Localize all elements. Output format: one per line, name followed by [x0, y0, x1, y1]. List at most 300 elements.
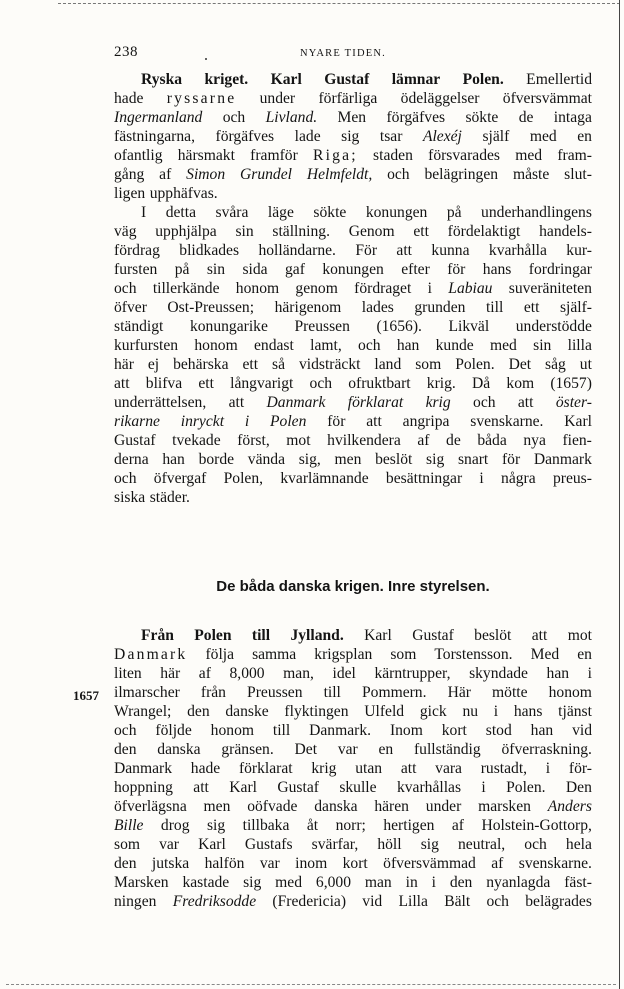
- word: tjänst: [558, 703, 592, 720]
- word: åt: [306, 817, 319, 834]
- word: sig: [206, 817, 226, 834]
- word: gränsen.: [221, 741, 274, 758]
- word: derna: [114, 451, 149, 468]
- text-line: [114, 374, 592, 393]
- word: suveräniteten: [508, 280, 592, 297]
- word: Karl: [564, 413, 592, 430]
- text-line: [114, 203, 592, 222]
- word: hans: [482, 261, 512, 278]
- word: hans: [513, 703, 543, 720]
- text-line: [114, 260, 592, 279]
- word: ett: [413, 223, 429, 240]
- word: utan: [355, 760, 383, 777]
- text-line: [114, 89, 592, 108]
- word: Anders: [547, 798, 592, 815]
- word: och: [486, 893, 509, 910]
- word: till: [323, 684, 341, 701]
- word: Karl: [229, 779, 257, 796]
- word: behärska: [173, 356, 229, 373]
- word: gick: [419, 703, 447, 720]
- word: förklarat: [347, 394, 404, 411]
- word: nya: [523, 432, 546, 449]
- word: och: [358, 337, 381, 354]
- word: i: [431, 874, 436, 891]
- word: snart: [457, 451, 489, 468]
- text-line: [114, 778, 592, 797]
- word: konungen: [365, 204, 428, 221]
- text-line: [114, 854, 592, 873]
- word: här: [114, 356, 134, 373]
- word: af: [159, 166, 172, 183]
- word: Från: [141, 627, 174, 644]
- text-line: [114, 816, 592, 835]
- word: kur-: [566, 242, 592, 259]
- word: att: [193, 779, 209, 796]
- word: mötte: [492, 684, 528, 701]
- word: idel: [332, 665, 356, 682]
- word: Emellertid: [526, 71, 592, 88]
- word: Men: [337, 109, 367, 126]
- word: konungen: [322, 261, 384, 278]
- word: Grundel: [240, 166, 292, 183]
- word: svärfar,: [311, 836, 359, 853]
- word: af: [198, 665, 211, 682]
- word: öster-: [555, 394, 592, 411]
- text-line: [114, 355, 592, 374]
- word: vid: [572, 722, 592, 739]
- text-line: [114, 165, 592, 184]
- word: Preussen: [247, 684, 303, 701]
- word: fordringar: [528, 261, 592, 278]
- word: hade: [114, 90, 144, 107]
- word: Fredriksodde: [172, 893, 257, 910]
- word: Danmark: [114, 646, 188, 663]
- word: Ingermanland: [114, 109, 203, 126]
- word: ofruktbart: [348, 375, 411, 392]
- word: öfversvämmad: [383, 855, 476, 872]
- word: ett: [198, 375, 214, 392]
- word: beslöt: [474, 627, 512, 644]
- word: men: [203, 798, 231, 815]
- word: på: [446, 204, 462, 221]
- word: Danmark: [266, 394, 326, 411]
- word: Här: [447, 684, 471, 701]
- word: Lilla: [398, 893, 428, 910]
- word: båda: [477, 432, 507, 449]
- word: upphjälpa: [155, 223, 217, 240]
- text-line: [114, 835, 592, 854]
- word: Då: [472, 375, 491, 392]
- word: här: [160, 665, 181, 682]
- word: sig: [426, 451, 445, 468]
- word: belägrades: [525, 893, 592, 910]
- word: marsken: [478, 798, 531, 815]
- word: 8,000: [229, 665, 265, 682]
- word: skulle: [339, 779, 377, 796]
- word: Helmfeldt,: [306, 166, 373, 183]
- word: och: [114, 280, 137, 297]
- word: Polen,: [223, 470, 264, 487]
- word: lilla: [567, 337, 592, 354]
- word: att: [517, 394, 534, 411]
- text-line: [114, 740, 592, 759]
- word: som: [390, 646, 417, 663]
- word: efter: [401, 261, 430, 278]
- word: slut-: [564, 166, 592, 183]
- word: lämnar: [391, 71, 441, 88]
- word: att: [228, 394, 245, 411]
- word: var: [337, 741, 358, 758]
- word: förgäfves: [215, 128, 275, 145]
- word: Gustaf: [324, 71, 370, 88]
- word: fram-: [557, 147, 592, 164]
- word: sökte: [313, 204, 347, 221]
- word: endast: [253, 337, 294, 354]
- word: staden: [373, 147, 413, 164]
- word: en: [577, 646, 592, 663]
- word: kvarlämnande: [280, 470, 369, 487]
- page-edge-right: [619, 0, 620, 989]
- word: lades: [361, 299, 394, 316]
- word: beslöt: [375, 451, 413, 468]
- word: väg: [114, 223, 137, 240]
- word: Riga;: [313, 147, 358, 164]
- word: för: [447, 261, 466, 278]
- word: Pommern.: [361, 684, 427, 701]
- word: konungarike: [189, 318, 268, 335]
- word: i: [244, 413, 250, 430]
- word: detta: [165, 204, 197, 221]
- word: han: [396, 337, 420, 354]
- word: blifva: [145, 375, 183, 392]
- text-line: [114, 412, 592, 431]
- word: lade: [294, 128, 321, 145]
- word: af: [451, 817, 464, 834]
- word: den: [449, 874, 473, 891]
- word: genom: [295, 280, 338, 297]
- word: och: [114, 722, 137, 739]
- word: inryckt: [180, 413, 225, 430]
- word: krig: [425, 394, 451, 411]
- word: den: [114, 855, 137, 872]
- word: krig.: [426, 375, 456, 392]
- text-line: [114, 241, 592, 260]
- word: öfversvämmat: [502, 90, 592, 107]
- word: Det: [294, 741, 318, 758]
- word: Danmark: [114, 760, 173, 777]
- word: sin: [533, 337, 552, 354]
- word: och: [114, 470, 137, 487]
- text-line: [114, 892, 592, 911]
- text-line: [114, 146, 592, 165]
- word: härsmakt: [177, 147, 235, 164]
- running-title: NYARE TIDEN.: [300, 48, 386, 59]
- word: grunden: [414, 299, 466, 316]
- word: sökte: [465, 109, 499, 126]
- word: (Fredericia): [272, 893, 347, 910]
- word: fördrag: [114, 242, 160, 259]
- word: härigenom: [274, 299, 342, 316]
- word: kunde: [435, 337, 474, 354]
- word: rustadt,: [480, 760, 528, 777]
- word: tvekade: [172, 432, 221, 449]
- word: tillerkände: [152, 280, 220, 297]
- word: att: [396, 242, 412, 259]
- word: till: [251, 627, 271, 644]
- word: den: [187, 703, 210, 720]
- word: kom: [506, 375, 535, 392]
- word: Polen.: [455, 356, 495, 373]
- word: mot: [286, 432, 311, 449]
- word: och: [222, 109, 246, 126]
- word: Genom: [348, 223, 395, 240]
- word: tillbaka: [242, 817, 290, 834]
- word: För: [355, 242, 378, 259]
- word: läge: [267, 204, 294, 221]
- word: Polen.: [506, 779, 546, 796]
- word: Bille: [114, 817, 144, 834]
- word: I: [141, 204, 147, 221]
- word: som: [415, 356, 442, 373]
- word: skyndade: [469, 665, 528, 682]
- word: fördelaktigt: [447, 223, 521, 240]
- word: honom: [194, 337, 238, 354]
- word: ödeläggelser: [400, 90, 480, 107]
- word: kriget.: [204, 71, 249, 88]
- word: Labiau: [448, 280, 493, 297]
- word: lamt,: [310, 337, 342, 354]
- word: Danmark: [533, 451, 592, 468]
- word: Det: [508, 356, 532, 373]
- word: (1657): [550, 375, 592, 392]
- word: Alexéj: [422, 128, 462, 145]
- word: man,: [283, 665, 314, 682]
- page-edge-top: [58, 3, 620, 5]
- word: hären: [374, 798, 409, 815]
- word: danske: [225, 703, 269, 720]
- word: tsar: [379, 128, 403, 145]
- word: själf: [482, 128, 510, 145]
- word: mot: [567, 627, 592, 644]
- word: af: [491, 855, 504, 872]
- word: Preussen: [294, 318, 350, 335]
- text-line: [114, 450, 592, 469]
- word: svenskarne.: [518, 855, 592, 872]
- word: Livland.: [265, 109, 318, 126]
- text-line: [114, 184, 592, 203]
- word: ilmarscher: [114, 684, 180, 701]
- word: oöfvade: [247, 798, 298, 815]
- word: Gustaf: [277, 779, 319, 796]
- word: belägringen: [424, 166, 499, 183]
- word: danska: [314, 798, 358, 815]
- word: ryssarne: [166, 90, 237, 107]
- word: men: [334, 451, 362, 468]
- word: jutska: [151, 855, 190, 872]
- word: vara: [435, 760, 462, 777]
- word: till: [485, 299, 504, 316]
- word: Ryska: [141, 71, 183, 88]
- word: långvarigt: [230, 375, 294, 392]
- word: norr;: [335, 817, 366, 834]
- word: höll: [377, 836, 402, 853]
- word: nu: [462, 703, 479, 720]
- word: sin: [206, 261, 226, 278]
- word: Marsken: [114, 874, 169, 891]
- word: ofantlig: [114, 147, 163, 164]
- text-line: [114, 664, 592, 683]
- word: öfver: [114, 299, 147, 316]
- word: rikarne: [114, 413, 160, 430]
- word: Jylland.: [290, 627, 344, 644]
- word: ningen: [114, 893, 157, 910]
- text-line: [114, 108, 592, 127]
- word: som: [114, 836, 140, 853]
- word: kurfursten: [114, 337, 179, 354]
- page-number: 238: [114, 44, 138, 60]
- word: stod: [485, 722, 512, 739]
- ink-dot: [205, 58, 207, 60]
- word: Karl: [198, 836, 226, 853]
- word: kunna: [431, 242, 470, 259]
- word: borde: [198, 451, 235, 468]
- word: under: [259, 90, 296, 107]
- text-line: [114, 279, 592, 298]
- word: flyktingen: [284, 703, 349, 720]
- word: 6,000: [315, 874, 351, 891]
- text-line: [114, 797, 592, 816]
- word: blidkades: [179, 242, 240, 259]
- word: Simon: [186, 166, 226, 183]
- text-line: [114, 488, 592, 507]
- word: Ulfeld: [364, 703, 405, 720]
- word: och: [524, 836, 547, 853]
- word: hoppning: [114, 779, 173, 796]
- word: intaga: [553, 109, 592, 126]
- word: med: [275, 874, 303, 891]
- word: sig: [243, 874, 262, 891]
- word: fursten: [114, 261, 158, 278]
- word: de: [518, 109, 534, 126]
- word: att: [114, 375, 130, 392]
- word: kvarhållas: [396, 779, 462, 796]
- word: krigsplan: [314, 646, 373, 663]
- word: svåra: [215, 204, 249, 221]
- word: förgäfves: [386, 109, 446, 126]
- text-line: [114, 431, 592, 450]
- word: han: [530, 722, 554, 739]
- text-line: [114, 222, 592, 241]
- word: för: [327, 413, 346, 430]
- word: honom: [235, 280, 280, 297]
- word: holländarne.: [258, 242, 336, 259]
- word: förklarat: [238, 760, 293, 777]
- word: liten: [114, 665, 142, 682]
- word: följde: [155, 722, 192, 739]
- word: upphäfvas.: [149, 185, 218, 202]
- text-line: [114, 873, 592, 892]
- paragraph-fran-polen-till-jylland: [114, 626, 592, 911]
- word: handels-: [539, 223, 592, 240]
- text-line: [114, 626, 592, 645]
- word: underhandlingens: [481, 204, 592, 221]
- word: Gustaf: [114, 432, 156, 449]
- text-line: [114, 683, 592, 702]
- word: fördraget: [354, 280, 412, 297]
- word: vända: [247, 451, 286, 468]
- word: ständigt: [114, 318, 164, 335]
- word: fullständig: [413, 741, 481, 758]
- word: (1656).: [376, 318, 422, 335]
- word: angripa: [402, 413, 450, 430]
- word: fien-: [562, 432, 592, 449]
- word: och: [387, 166, 410, 183]
- page-edge-bottom: [6, 984, 616, 986]
- word: Karl: [270, 71, 302, 88]
- word: förfärliga: [318, 90, 378, 107]
- word: följa: [205, 646, 235, 663]
- word: städer.: [149, 489, 190, 506]
- word: svenskarne.: [470, 413, 544, 430]
- word: kastade: [182, 874, 230, 891]
- word: i: [427, 280, 432, 297]
- word: sig: [341, 128, 360, 145]
- word: vidsträckt: [298, 356, 361, 373]
- word: i: [481, 779, 486, 796]
- word: för: [501, 451, 521, 468]
- text-line: [114, 336, 592, 355]
- word: att: [531, 627, 548, 644]
- word: Polen: [270, 413, 307, 430]
- word: Bält: [444, 893, 471, 910]
- word: i: [587, 665, 592, 682]
- word: och: [473, 394, 496, 411]
- word: gång: [114, 166, 145, 183]
- word: Danmark.: [309, 722, 372, 739]
- word: honom: [210, 722, 254, 739]
- word: drog: [160, 817, 190, 834]
- word: preus-: [552, 470, 592, 487]
- word: ett: [242, 356, 259, 373]
- word: måste: [512, 166, 550, 183]
- word: såg: [545, 356, 566, 373]
- word: samma: [252, 646, 297, 663]
- word: öfverraskning.: [501, 741, 592, 758]
- word: honom: [548, 684, 592, 701]
- word: hertigen: [383, 817, 435, 834]
- word: sig: [420, 836, 439, 853]
- word: att: [366, 413, 382, 430]
- word: besättningar: [385, 470, 463, 487]
- word: i: [479, 470, 484, 487]
- word: Torstensson.: [434, 646, 513, 663]
- section-heading: De båda danska krigen. Inre styrelsen.: [216, 578, 490, 595]
- word: några: [501, 470, 536, 487]
- word: underrättelsen,: [114, 394, 207, 411]
- word: Likväl: [448, 318, 490, 335]
- word: siska: [114, 489, 146, 506]
- word: vid: [362, 893, 383, 910]
- word: ett: [523, 299, 540, 316]
- word: att: [400, 760, 417, 777]
- word: inom: [295, 855, 328, 872]
- word: på: [174, 261, 190, 278]
- word: fäst-: [564, 874, 592, 891]
- word: han: [162, 451, 185, 468]
- word: Karl: [364, 627, 392, 644]
- word: öfverlägsna: [114, 798, 187, 815]
- word: försvarades: [428, 147, 500, 164]
